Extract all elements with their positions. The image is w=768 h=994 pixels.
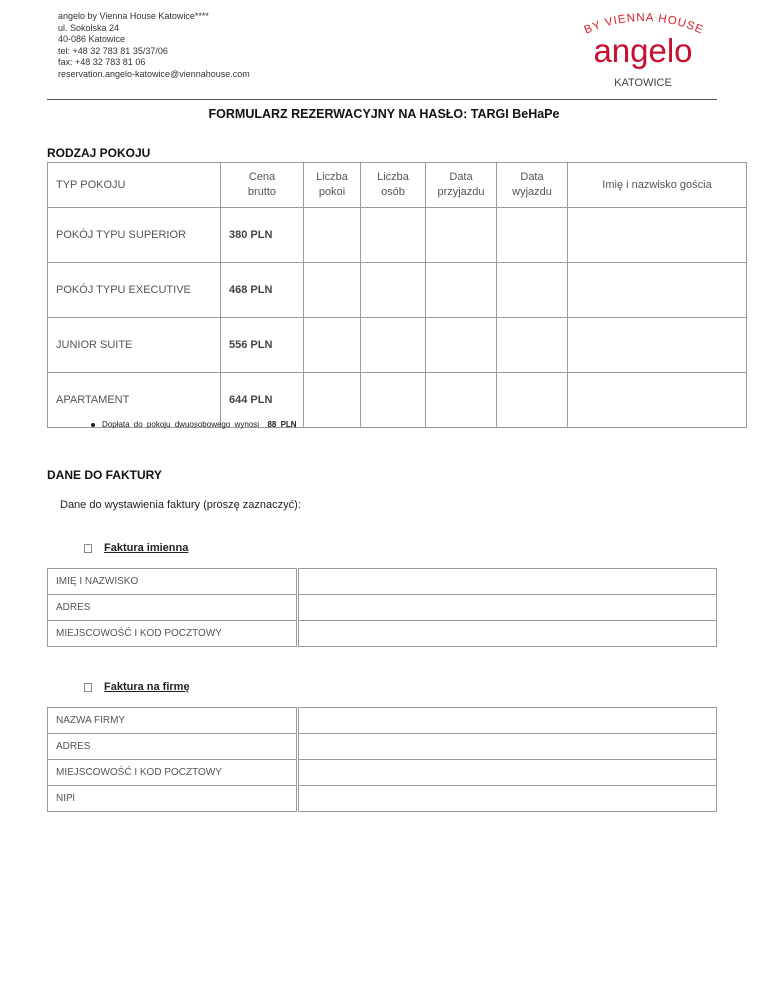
arrival-date-cell[interactable] bbox=[426, 208, 497, 263]
departure-date-cell[interactable] bbox=[497, 263, 568, 318]
room-header-text: przyjazdu bbox=[437, 186, 485, 198]
invoice-section-title: DANE DO FAKTURY bbox=[47, 468, 162, 482]
hotel-contact bbox=[58, 11, 250, 81]
guests-count-cell[interactable] bbox=[361, 373, 426, 428]
arrival-date-cell[interactable] bbox=[426, 318, 497, 373]
invoice-field-value[interactable] bbox=[298, 708, 717, 734]
hotel-street: ul. Sokolska 24 bbox=[58, 22, 120, 33]
guests-count-cell[interactable] bbox=[361, 263, 426, 318]
hotel-fax: fax: +48 32 783 81 06 bbox=[58, 57, 146, 68]
form-title: FORMULARZ REZERWACYJNY NA HASŁO: TARGI BeHaPe bbox=[208, 107, 560, 121]
invoice-field-row bbox=[48, 569, 717, 595]
departure-date-cell[interactable] bbox=[497, 318, 568, 373]
personal-invoice-option[interactable] bbox=[84, 542, 188, 554]
room-header-text: osób bbox=[381, 186, 405, 198]
company-invoice-table bbox=[47, 707, 717, 812]
hotel-email[interactable]: reservation.angelo-katowice@viennahouse.com bbox=[58, 68, 250, 79]
arrival-date-cell[interactable] bbox=[426, 373, 497, 428]
room-type: POKÓJ TYPU EXECUTIVE bbox=[48, 263, 221, 318]
room-header-cell bbox=[361, 163, 426, 208]
room-header-text: Data bbox=[449, 171, 473, 183]
room-header-text: TYP POKOJU bbox=[56, 178, 126, 191]
rooms-count-cell[interactable] bbox=[304, 208, 361, 263]
invoice-field-label: MIEJSCOWOŚĆ I KOD POCZTOWY bbox=[48, 621, 298, 647]
invoice-field-label: ADRES bbox=[48, 595, 298, 621]
room-header-text: Data bbox=[520, 171, 544, 183]
personal-invoice-label: Faktura imienna bbox=[104, 542, 189, 554]
invoice-field-value[interactable] bbox=[298, 734, 717, 760]
logo-arc-text: BY VIENNA HOUSE bbox=[582, 11, 706, 37]
room-header-cell bbox=[304, 163, 361, 208]
room-type: APARTAMENT bbox=[48, 373, 221, 428]
invoice-field-value[interactable] bbox=[298, 569, 717, 595]
room-header-text: wyjazdu bbox=[512, 186, 552, 198]
personal-invoice-table bbox=[47, 568, 717, 647]
departure-date-cell[interactable] bbox=[497, 208, 568, 263]
personal-invoice-checkbox[interactable] bbox=[84, 544, 92, 553]
room-header-text: pokoi bbox=[318, 186, 346, 198]
room-header-cell bbox=[497, 163, 568, 208]
invoice-field-row bbox=[48, 734, 717, 760]
guest-name-cell[interactable] bbox=[568, 208, 747, 263]
room-header-cell bbox=[426, 163, 497, 208]
room-price: 556 PLN bbox=[221, 318, 304, 373]
invoice-field-value[interactable] bbox=[298, 786, 717, 812]
room-row bbox=[48, 208, 747, 263]
guest-name-cell[interactable] bbox=[568, 373, 747, 428]
guest-name-cell[interactable] bbox=[568, 263, 747, 318]
room-header-text: Liczba bbox=[377, 171, 409, 183]
room-row bbox=[48, 318, 747, 373]
surcharge-text: Dopłata do pokoju dwuosobowego wynosi bbox=[102, 420, 259, 429]
hotel-city: 40-086 Katowice bbox=[58, 34, 126, 45]
hotel-name: angelo by Vienna House Katowice**** bbox=[58, 11, 209, 21]
header-divider bbox=[47, 99, 717, 100]
guest-name-cell[interactable] bbox=[568, 318, 747, 373]
room-price: 468 PLN bbox=[221, 263, 304, 318]
departure-date-cell[interactable] bbox=[497, 373, 568, 428]
company-invoice-checkbox[interactable] bbox=[84, 683, 92, 692]
invoice-field-value[interactable] bbox=[298, 760, 717, 786]
hotel-tel: tel: +48 32 783 81 35/37/06 bbox=[58, 45, 168, 56]
angelo-logo bbox=[568, 4, 718, 94]
room-table bbox=[47, 162, 747, 428]
rooms-count-cell[interactable] bbox=[304, 263, 361, 318]
invoice-field-value[interactable] bbox=[298, 621, 717, 647]
invoice-field-label: NAZWA FIRMY bbox=[48, 708, 298, 734]
room-header-cell bbox=[48, 163, 221, 208]
invoice-field-row bbox=[48, 595, 717, 621]
invoice-field-value[interactable] bbox=[298, 595, 717, 621]
room-header-text: Imię i nazwisko gościa bbox=[602, 178, 712, 191]
invoice-field-row bbox=[48, 786, 717, 812]
invoice-field-label: IMIĘ I NAZWISKO bbox=[48, 569, 298, 595]
room-header-cell bbox=[568, 163, 747, 208]
guests-count-cell[interactable] bbox=[361, 208, 426, 263]
arrival-date-cell[interactable] bbox=[426, 263, 497, 318]
room-row bbox=[48, 263, 747, 318]
logo-city: KATOWICE bbox=[614, 77, 672, 89]
room-price: 644 PLN bbox=[221, 373, 304, 428]
room-header-cell bbox=[221, 163, 304, 208]
room-type: JUNIOR SUITE bbox=[48, 318, 221, 373]
invoice-field-label: MIEJSCOWOŚĆ I KOD POCZTOWY bbox=[48, 760, 298, 786]
rooms-count-cell[interactable] bbox=[304, 373, 361, 428]
room-header-text: Cena bbox=[248, 171, 276, 183]
room-type: POKÓJ TYPU SUPERIOR bbox=[48, 208, 221, 263]
room-table-header bbox=[48, 163, 747, 208]
rooms-count-cell[interactable] bbox=[304, 318, 361, 373]
company-invoice-option[interactable] bbox=[84, 681, 190, 693]
room-header-text: brutto bbox=[247, 186, 277, 198]
invoice-field-row bbox=[48, 760, 717, 786]
room-price: 380 PLN bbox=[221, 208, 304, 263]
room-header-text: Liczba bbox=[316, 171, 348, 183]
logo-brand: angelo bbox=[593, 32, 693, 69]
company-invoice-label: Faktura na firmę bbox=[104, 681, 190, 693]
surcharge-note bbox=[91, 420, 297, 429]
surcharge-amount: 88 PLN bbox=[267, 420, 297, 429]
invoice-field-label: ADRES bbox=[48, 734, 298, 760]
bullet-icon bbox=[91, 423, 95, 427]
invoice-intro: Dane do wystawienia faktury (proszę zaznaczyć): bbox=[60, 499, 301, 511]
rooms-section-title: RODZAJ POKOJU bbox=[47, 146, 151, 160]
invoice-field-row bbox=[48, 621, 717, 647]
guests-count-cell[interactable] bbox=[361, 318, 426, 373]
invoice-field-row bbox=[48, 708, 717, 734]
invoice-field-label: NIPl bbox=[48, 786, 298, 812]
